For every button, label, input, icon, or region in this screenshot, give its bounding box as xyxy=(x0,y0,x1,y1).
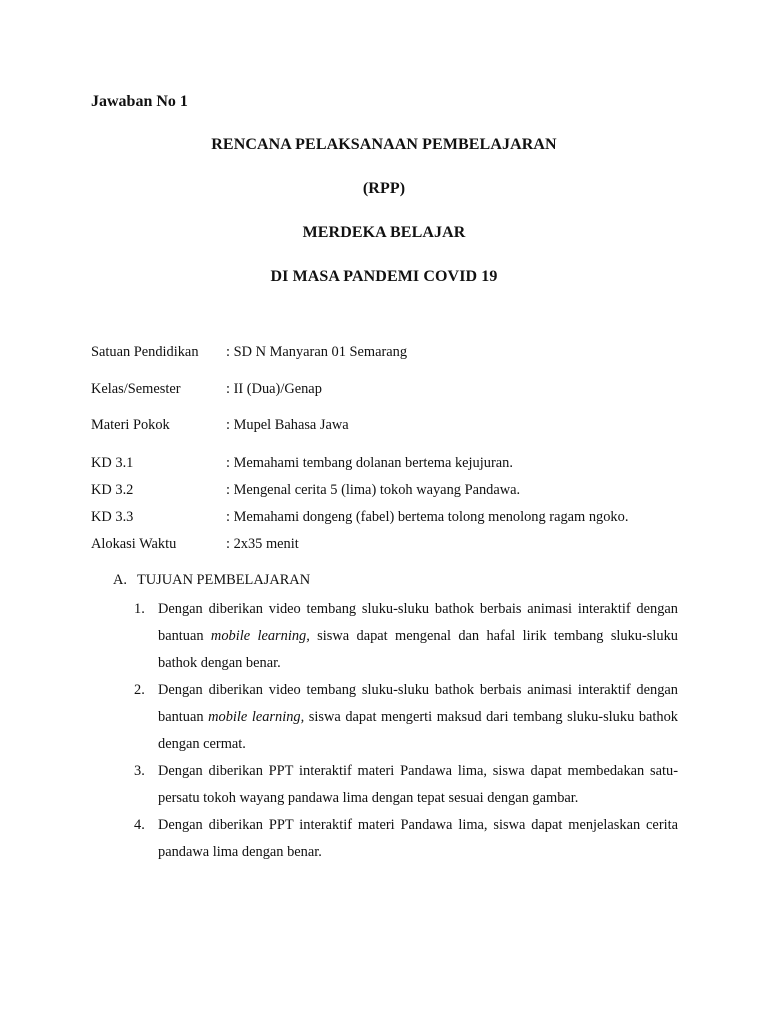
objective-number: 1. xyxy=(134,601,145,617)
info-value: : SD N Manyaran 01 Semarang xyxy=(226,344,408,360)
info-value: : Mupel Bahasa Jawa xyxy=(226,417,349,433)
title-line-rpp: (RPP) xyxy=(362,180,406,197)
objective-text: Dengan diberikan video tembang sluku-sluku bathok berbais animasi interaktif dengan bantuan xyxy=(158,601,678,644)
objective-text-end: siswa dapat mengerti maksud dari tembang sluku-sluku bathok dengan cermat. xyxy=(158,709,678,752)
info-value: : Memahami dongeng (fabel) bertema tolong menolong ragam ngoko. xyxy=(226,509,629,525)
objectives-list xyxy=(134,596,678,866)
info-value: : II (Dua)/Genap xyxy=(226,381,322,397)
section-heading-tujuan xyxy=(113,570,310,590)
objective-text: Dengan diberikan PPT interaktif materi Pandawa lima, siswa dapat membedakan satu-persatu tokoh wayang pandawa lima dengan tepat sesuai dengan gambar. xyxy=(158,763,678,806)
info-value: : Memahami tembang dolanan bertema kejujuran. xyxy=(226,455,513,471)
info-label: KD 3.3 xyxy=(91,509,134,525)
answer-heading: Jawaban No 1 xyxy=(91,93,188,110)
section-title: TUJUAN PEMBELAJARAN xyxy=(137,572,311,588)
info-label: Satuan Pendidikan xyxy=(91,344,199,360)
objective-item xyxy=(134,758,678,812)
objective-text: Dengan diberikan PPT interaktif materi Pandawa lima, siswa dapat menjelaskan cerita pandawa lima dengan benar. xyxy=(158,817,678,860)
info-label: KD 3.2 xyxy=(91,482,134,498)
objective-text: Dengan diberikan video tembang sluku-sluku bathok berbais animasi interaktif dengan bantuan xyxy=(158,682,678,725)
info-label: Materi Pokok xyxy=(91,417,170,433)
objective-emphasis: mobile learning, xyxy=(208,709,305,725)
title-line-pandemi: DI MASA PANDEMI COVID 19 xyxy=(270,268,498,285)
objective-emphasis: mobile learning, xyxy=(210,628,310,644)
objective-item xyxy=(134,812,678,866)
objective-number: 4. xyxy=(134,817,145,833)
title-line-rencana: RENCANA PELAKSANAAN PEMBELAJARAN xyxy=(211,136,557,153)
section-letter: A. xyxy=(113,572,127,588)
info-label: Kelas/Semester xyxy=(91,381,181,397)
objective-item xyxy=(134,677,678,758)
info-value: : Mengenal cerita 5 (lima) tokoh wayang Pandawa. xyxy=(226,482,521,498)
objective-number: 3. xyxy=(134,763,145,779)
objective-number: 2. xyxy=(134,682,145,698)
document-title xyxy=(0,134,768,310)
title-line-merdeka: MERDEKA BELAJAR xyxy=(302,224,466,241)
info-value: : 2x35 menit xyxy=(226,536,299,552)
info-label: KD 3.1 xyxy=(91,455,134,471)
objective-item xyxy=(134,596,678,677)
info-label: Alokasi Waktu xyxy=(91,536,177,552)
objective-text-end: siswa dapat mengenal dan hafal lirik tembang sluku-sluku bathok dengan benar. xyxy=(158,628,678,671)
